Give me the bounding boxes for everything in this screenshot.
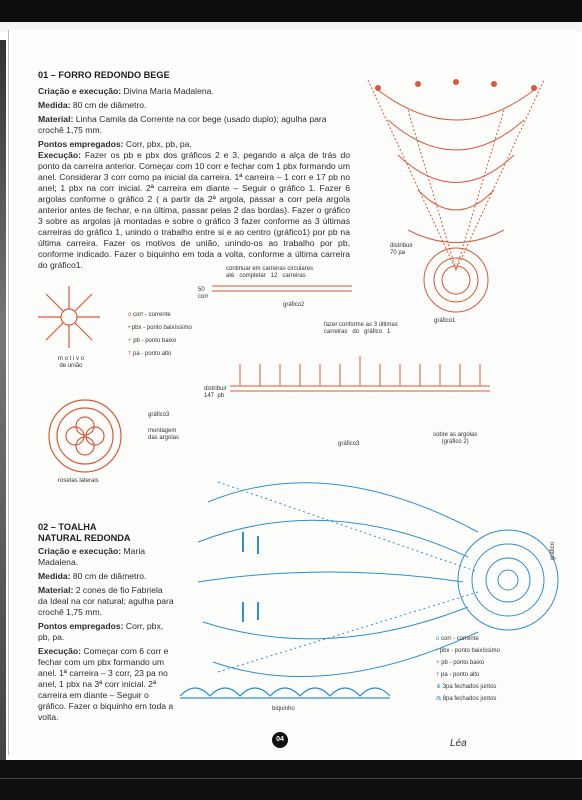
legend-1-text: pb - ponto baixo [133,338,177,344]
label-sobre-argolas: sobre as argolas (gráfico 2) [433,432,478,445]
legend-2-symbol: + [436,660,440,666]
legend-2-symbol: ⋒ [436,696,442,702]
legend-2-symbol: • [436,648,439,654]
legend-1-item [128,351,192,358]
legend-2-symbol: o [436,636,440,642]
s1-stitches-value: Corr, pbx, pb, pa. [125,139,192,149]
legend-1-item [128,325,192,332]
label-distribuir-70: distribuir 70 pa [390,243,413,256]
s2-size-value: 80 cm de diâmetro. [72,571,147,581]
s1-material-value: Linha Camila da Corrente na cor bege (usado duplo); agulha para crochê 1,75 mm. [38,114,327,135]
legend-2-item [436,696,500,703]
grafico1-diagram [358,70,554,320]
s1-credit-value: Divina Maria Madalena. [123,86,214,96]
legend-1-symbol: + [128,338,132,344]
s1-size-key: Medida: [38,100,71,110]
legend-2-text: pa - ponto alto [441,672,480,678]
toalha-diagram [178,462,568,682]
section1-title: 01 – FORRO REDONDO BEGE [38,70,170,80]
grafico2-diagram [212,282,352,296]
label-continuar: continuar em carreiras circulares até completar 12 carreiras [226,266,314,279]
label-grafico1: gráfico1 [434,318,456,324]
grafico3-diagram [230,356,490,412]
label-grafico3: gráfico3 [338,441,360,447]
legend-1-text: pbx - ponto baixíssimo [131,325,192,331]
label-biquinho: biquinho [272,706,295,712]
s1-execution-value: Fazer os pb e pbx dos gráficos 2 e 3, pegando a alça de trás do ponto da carreira anterior. Começar com 10 corr e fechar com 1 pbx formando um anel. Considerar 3 corr como pa inicial da carreira. 1ª carreira – 1 corr e 17 pb no anel; 1 pbx na corr inicial. 2ª carreira em diante – Seguir o gráfico 1. Fazer 6 argolas conforme o gráfico 2 ( a partir da 2ª argola, passar a corr pela argola anterior antes de fechar, e na última, passar pelas 2 das bordas). Fazer o gráfico 3 sobre as argolas já montadas e sobre o gráfico 3 fazer conforme as 3 últimas carreiras do gráfico 1, unindo o trabalho entre si e ao centro (gráfico1) por pb na última carreira. Fazer os motivos de união, unindo-os ao trabalho por pb, conforme indicado. Fazer o biquinho em toda a volta, conforme a última carreira do gráfico1. [38,150,350,270]
legend-1-symbol: o [128,312,132,318]
legend-1-symbol: † [128,351,132,357]
rosetas-diagram [40,396,130,476]
page-binding-edge [0,40,6,760]
s1-credit-key: Criação e execução: [38,86,122,96]
legend-2-item [436,672,500,679]
section2-title-2: NATURAL REDONDA [38,533,131,543]
s2-credit [38,546,174,568]
s2-execution [38,646,174,723]
legend-1-text: corr - corrente [133,312,171,318]
s1-material [38,114,350,136]
label-fazer-conforme: fazer conforme as 3 últimas carreiras do gráfico 1 [324,322,398,335]
s2-stitches [38,621,174,643]
label-grafico-side: gráfico [550,541,556,560]
s2-credit-key: Criação e execução: [38,546,122,556]
s1-credit [38,86,350,97]
legend-1-symbol: • [128,325,131,331]
s2-size [38,571,174,582]
label-motivo-uniao: m o t i v o de união [58,356,85,369]
bottom-dark-band [0,760,582,800]
bottom-band-line [0,778,582,779]
s1-material-key: Material: [38,114,74,124]
legend-2-item [436,648,500,655]
label-grafico3-small: gráfico3 [148,412,170,418]
s2-material-value: 2 cones de fio Fabriela da Ideal na cor natural; agulha para crochê 1,75 mm. [38,585,174,617]
page-number: 04 [272,732,288,748]
legend-1-item [128,338,192,345]
label-distribuir-147: distribuir 147 pb [204,386,227,399]
legend-1-item [128,312,192,319]
legend-2-text: corr - corrente [441,636,479,642]
label-50-corr: 50 corr [198,287,209,300]
s2-size-key: Medida: [38,571,71,581]
label-grafico2: gráfico2 [283,302,305,308]
legend-2-text: pb - ponto baixo [441,660,485,666]
s2-stitches-key: Pontos empregados: [38,621,124,631]
legend-2-text: 3pa fechados juntos [442,684,497,690]
s1-size [38,100,350,111]
s1-size-value: 80 cm de diâmetro. [72,100,147,110]
label-rosetas: rosetas laterais [58,478,99,484]
s1-execution-key: Execução: [38,150,81,160]
s1-execution [38,150,350,271]
legend-2-text: 8pa fechados juntos [442,696,497,702]
s2-material-key: Material: [38,585,74,595]
legend-2-symbol: ⋔ [436,684,442,690]
legend-2-item [436,636,500,643]
s2-material [38,585,174,618]
s2-execution-key: Execução: [38,646,81,656]
legend-2 [436,636,500,703]
s1-stitches [38,139,350,150]
section2-title: 02 – TOALHA [38,522,97,532]
signature: Léa [450,738,467,749]
legend-2-text: pbx - ponto baixíssimo [439,648,500,654]
s1-stitches-key: Pontos empregados: [38,139,124,149]
legend-2-symbol: † [436,672,440,678]
legend-2-item [436,660,500,667]
s2-credit-value: Maria Madalena. [38,546,146,567]
motivo-uniao-diagram [34,282,104,352]
label-montagem: montagem das argolas [148,428,180,441]
s2-stitches-value: Corr, pbx, pb, pa. [38,621,164,642]
legend-1 [128,312,192,358]
section1-text [38,70,350,271]
s2-execution-value: Começar com 6 corr e fechar com um pbx formando um anel. 1ª carreira – 3 corr, 23 pa no anel, 1 pbx na 3ª corr inicial. 2ª carreira em diante – Seguir o gráfico. Fazer o biquinho em toda a volta. [38,646,174,722]
legend-2-item [436,684,500,691]
top-dark-band [0,0,582,22]
biquinho-diagram [180,678,390,704]
section2-text [38,520,174,723]
legend-1-text: pa - ponto alto [133,351,172,357]
